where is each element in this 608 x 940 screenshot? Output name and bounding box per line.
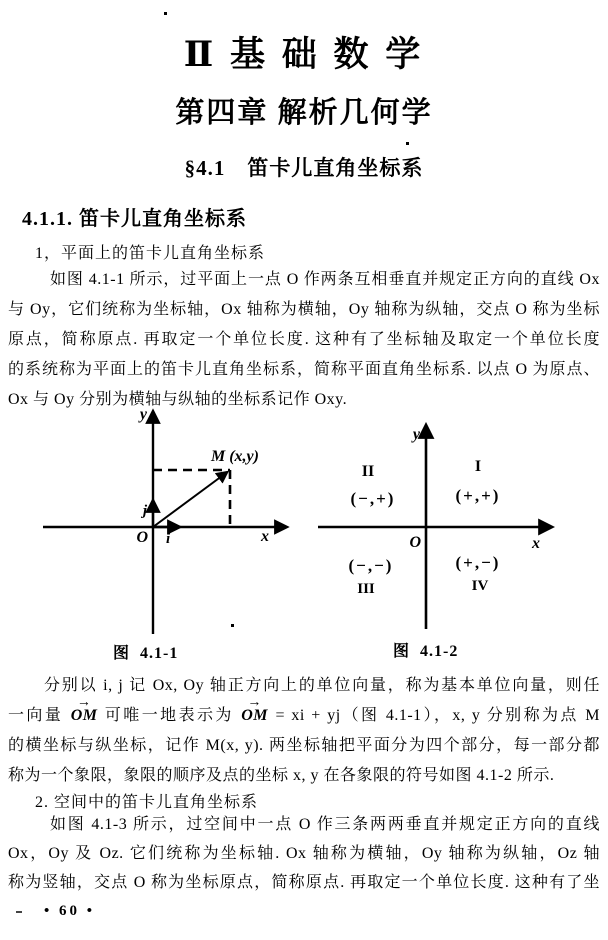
section-title: §4.1 笛卡儿直角坐标系: [184, 156, 424, 180]
scan-speck: [164, 12, 167, 15]
paragraph-unit-vectors: [8, 671, 600, 791]
paragraph-space-system: [8, 810, 600, 897]
text-segment: 一向量: [8, 707, 70, 724]
paragraph-plane-system: [8, 265, 600, 415]
text-line: 的横坐标与纵坐标，记作 M(x, y). 两坐标轴把平面分为四个部分，每一部分都: [8, 737, 600, 754]
text-line: 称为一个象限，象限的顺序及点的坐标 x, y 在各象限的符号如图 4.1-2 所示.: [8, 767, 555, 784]
axis-label-y: y: [139, 406, 147, 423]
vector-om-notation: OM →: [70, 701, 99, 731]
axis-label-x: x: [532, 535, 540, 552]
unit-vector-i-label: i: [166, 531, 171, 547]
point-m-label: M (x,y): [211, 448, 259, 465]
text-line: 如图 4.1-3 所示，过空间中一点 O 作三条两两垂直并规定正方向的直线: [50, 816, 600, 833]
text-line: Ox 与 Oy 分别为横轴与纵轴的坐标系记作 Oxy.: [8, 391, 348, 408]
axis-label-y: y: [412, 426, 420, 443]
figure-4-1-2: [310, 418, 566, 634]
text-line: 分别以 i, j 记 Ox, Oy 轴正方向上的单位向量，称为基本单位向量，则任: [44, 677, 600, 694]
quadrant-1-label: I: [474, 458, 482, 475]
text-line: [8, 701, 600, 731]
part-title: Ⅱ 基 础 数 学: [183, 35, 425, 74]
figure-caption: 图 4.1-2: [393, 643, 459, 660]
list-item-2-heading: 2. 空间中的笛卡儿直角坐标系: [35, 794, 259, 811]
text-line: 称为竖轴，交点 O 称为坐标原点，简称原点. 再取定一个单位长度. 这种有了坐: [8, 874, 600, 891]
quadrant-1-signs: (+,+): [455, 486, 501, 505]
text-segment: 可唯一地表示为: [98, 707, 241, 724]
chapter-title: 第四章 解析几何学: [175, 97, 433, 129]
quadrant-2-label: II: [361, 463, 375, 480]
text-line: 的系统称为平面上的笛卡儿直角坐标系，简称平面直角坐标系. 以点 O 为原点、: [8, 361, 600, 378]
page-number: • 60 •: [44, 903, 96, 919]
text-line: 如图 4.1-1 所示，过平面上一点 O 作两条互相垂直并规定正方向的直线 Ox: [50, 271, 600, 288]
vector-om-arrow: [153, 473, 226, 527]
text-line: Ox，Oy 及 Oz. 它们统称为坐标轴. Ox 轴称为横轴，Oy 轴称为纵轴，Oz 轴: [8, 845, 600, 862]
unit-vector-j-label: j: [142, 503, 147, 519]
text-line: 与 Oy，它们统称为坐标轴，Ox 轴称为横轴，Oy 轴称为纵轴，交点 O 称为坐标: [8, 301, 600, 318]
origin-label: O: [136, 529, 148, 546]
axis-label-x: x: [261, 528, 269, 545]
subsection-title: 4.1.1. 笛卡儿直角坐标系: [22, 208, 247, 230]
quadrant-3-label: III: [357, 581, 375, 597]
figure-caption: 图 4.1-1: [113, 645, 179, 662]
list-item-1-heading: 1，平面上的笛卡儿直角坐标系: [35, 245, 266, 262]
text-line: 原点，简称原点. 再取定一个单位长度. 这种有了坐标轴及取定一个单位长度: [8, 331, 600, 348]
scan-speck: [16, 911, 22, 913]
vector-om-notation: OM →: [240, 701, 269, 731]
quadrant-4-label: IV: [471, 578, 489, 594]
quadrant-2-signs: (−,+): [350, 489, 396, 508]
quadrant-4-signs: (+,−): [455, 553, 501, 572]
origin-label: O: [409, 534, 421, 551]
text-segment: = xi + yj（图 4.1-1），x, y 分别称为点 M: [269, 707, 600, 724]
figure-4-1-1: [35, 403, 297, 637]
quadrant-3-signs: (−,−): [348, 556, 394, 575]
scan-speck: [406, 142, 409, 145]
